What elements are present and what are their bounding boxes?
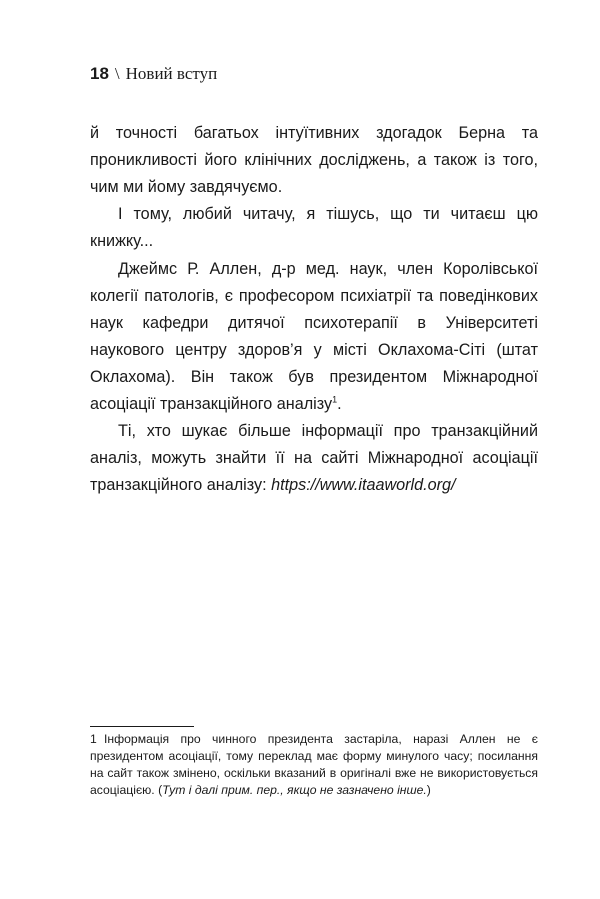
author-bio-paragraph bbox=[90, 256, 538, 418]
author-info bbox=[90, 256, 538, 499]
footnote bbox=[90, 731, 538, 799]
info-text: Ті, хто шукає більше інформації про транзакційний аналіз, можуть знайти її на сайті Міжнародної асоціації транзакційного аналізу: bbox=[90, 422, 538, 494]
footnote-reference[interactable]: 1 bbox=[332, 394, 338, 405]
website-link[interactable]: https://www.itaaworld.org/ bbox=[271, 476, 456, 494]
section-title: Новий вступ bbox=[125, 64, 218, 83]
author-bio-text: Джеймс Р. Аллен, д-р мед. наук, член Королівської колегії патологів, є професором психіатрії та поведінкових наук кафедри дитячої психотерапії в Університеті наукового центру здоров’я у місті Оклахома-Сіті (штат Оклахома). Він також був президентом Міжнародної асоціації транзакційного аналізу bbox=[90, 260, 538, 413]
footnote-text: Інформація про чинного президента застаріла, наразі Аллен не є президентом асоціації, тому переклад має форму минулого часу; посилання на сайт також змінено, оскільки вказаний в оригіналі вже не використовується асоціацією. ( bbox=[90, 732, 538, 797]
footnote-divider bbox=[90, 726, 194, 727]
running-head bbox=[90, 64, 217, 84]
paragraph-closing: І тому, любий читачу, я тішусь, що ти читаєш цю книжку... bbox=[90, 205, 538, 250]
running-head-separator: \ bbox=[114, 64, 120, 83]
info-paragraph bbox=[90, 418, 538, 499]
footnote-number: 1 bbox=[90, 732, 97, 746]
author-bio-end: . bbox=[337, 395, 342, 413]
translator-note: Тут і далі прим. пер., якщо не зазначено інше. bbox=[162, 783, 427, 797]
paragraph-continuation: й точності багатьох інтуїтивних здогадок Берна та проникливості його клінічних досліджень, а також із того, чим ми йому завдячуємо. bbox=[90, 124, 538, 196]
footnote-closing: ) bbox=[426, 783, 431, 797]
main-text-continuation bbox=[90, 120, 538, 255]
page-number: 18 bbox=[90, 64, 109, 83]
